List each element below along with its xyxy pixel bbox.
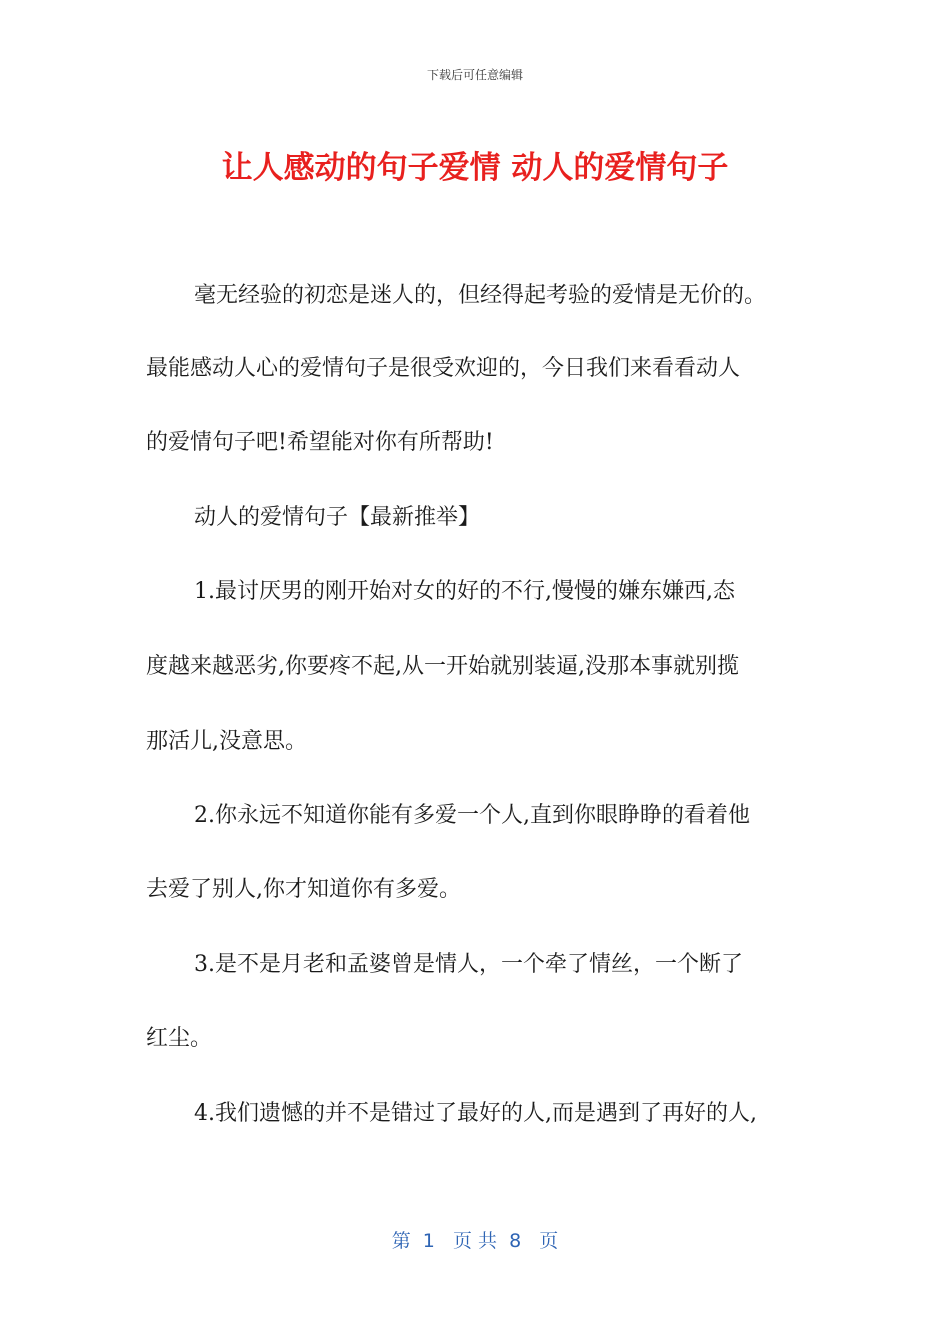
paragraph-line: 2.你永远不知道你能有多爱一个人,直到你眼睁睁的看着他 xyxy=(194,803,750,828)
paragraph-line: 那活儿,没意思。 xyxy=(146,729,307,754)
paragraph-line: 4.我们遗憾的并不是错过了最好的人,而是遇到了再好的人, xyxy=(194,1101,757,1126)
paragraph-line: 的爱情句子吧!希望能对你有所帮助! xyxy=(146,430,494,455)
paragraph-line: 去爱了别人,你才知道你有多爱。 xyxy=(146,877,461,902)
paragraph-line: 红尘。 xyxy=(146,1026,213,1051)
paragraph-line: 1.最讨厌男的刚开始对女的好的不行,慢慢的嫌东嫌西,态 xyxy=(194,579,735,604)
paragraph-line: 最能感动人心的爱情句子是很受欢迎的，今日我们来看看动人 xyxy=(146,356,741,381)
section-heading: 动人的爱情句子【最新推举】 xyxy=(194,505,481,530)
paragraph-line: 3.是不是月老和孟婆曾是情人，一个牵了情丝，一个断了 xyxy=(194,952,743,977)
paragraph-line: 毫无经验的初恋是迷人的，但经得起考验的爱情是无价的。 xyxy=(194,283,767,308)
header-note: 下载后可任意编辑 xyxy=(426,68,523,82)
document-title: 让人感动的句子爱情 动人的爱情句子 xyxy=(221,150,729,186)
paragraph-line: 度越来越恶劣,你要疼不起,从一开始就别装逼,没那本事就别揽 xyxy=(146,654,739,679)
page-number-footer: 第 1 页 共 8 页 xyxy=(391,1230,559,1252)
